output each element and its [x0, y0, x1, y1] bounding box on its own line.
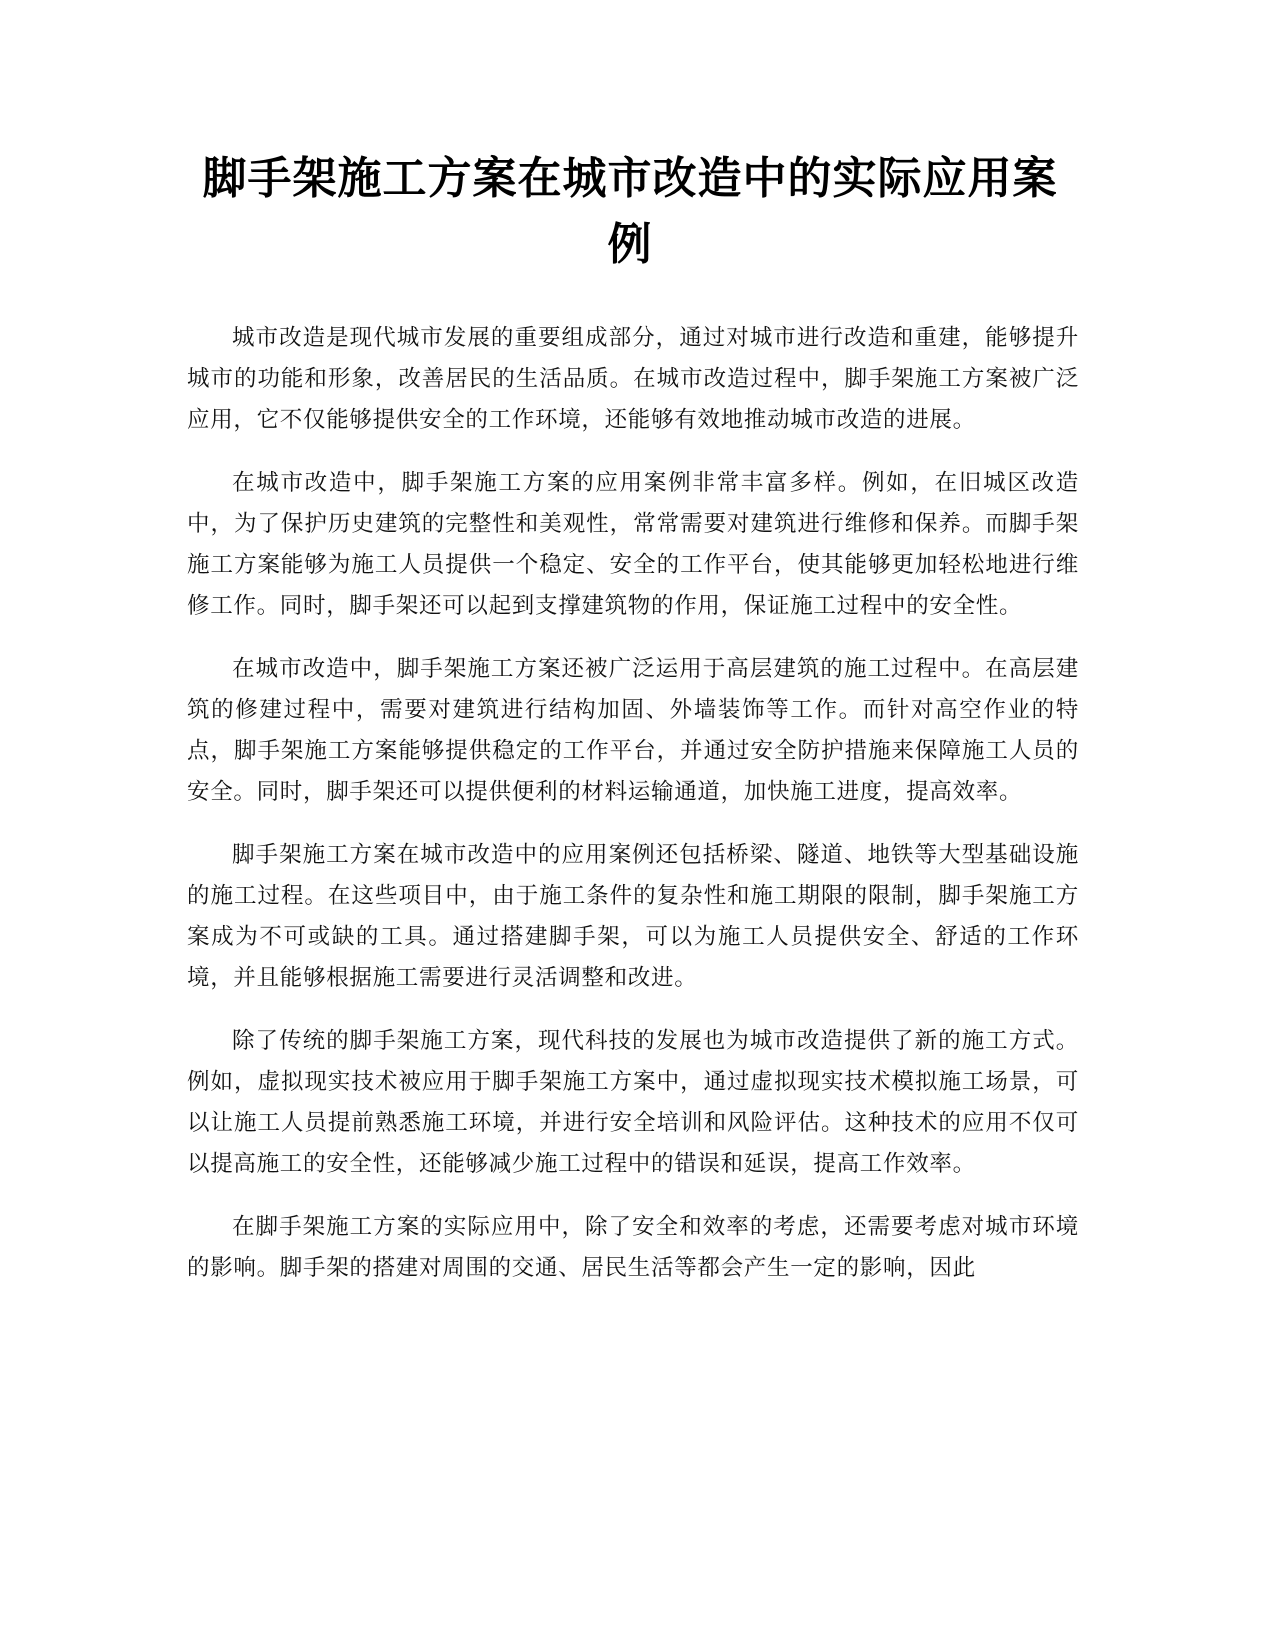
- paragraph-6: 在脚手架施工方案的实际应用中，除了安全和效率的考虑，还需要考虑对城市环境的影响。脚手架的搭建对周围的交通、居民生活等都会产生一定的影响，因此: [187, 1214, 1079, 1281]
- paragraph-5: 除了传统的脚手架施工方案，现代科技的发展也为城市改造提供了新的施工方式。例如，虚拟现实技术被应用于脚手架施工方案中，通过虚拟现实技术模拟施工场景，可以让施工人员提前熟悉施工环境，并进行安全培训和风险评估。这种技术的应用不仅可以提高施工的安全性，还能够减少施工过程中的错误和延误，提高工作效率。: [187, 1028, 1079, 1177]
- paragraph-2: 在城市改造中，脚手架施工方案的应用案例非常丰富多样。例如，在旧城区改造中，为了保护历史建筑的完整性和美观性，常常需要对建筑进行维修和保养。而脚手架施工方案能够为施工人员提供一个稳定、安全的工作平台，使其能够更加轻松地进行维修工作。同时，脚手架还可以起到支撑建筑物的作用，保证施工过程中的安全性。: [187, 470, 1079, 619]
- paragraph-1: 城市改造是现代城市发展的重要组成部分，通过对城市进行改造和重建，能够提升城市的功能和形象，改善居民的生活品质。在城市改造过程中，脚手架施工方案被广泛应用，它不仅能够提供安全的工作环境，还能够有效地推动城市改造的进展。: [187, 325, 1079, 433]
- paragraph-4: 脚手架施工方案在城市改造中的应用案例还包括桥梁、隧道、地铁等大型基础设施的施工过程。在这些项目中，由于施工条件的复杂性和施工期限的限制，脚手架施工方案成为不可或缺的工具。通过搭建脚手架，可以为施工人员提供安全、舒适的工作环境，并且能够根据施工需要进行灵活调整和改进。: [187, 842, 1079, 991]
- document-body: [187, 318, 1079, 1311]
- paragraph-3: 在城市改造中，脚手架施工方案还被广泛运用于高层建筑的施工过程中。在高层建筑的修建过程中，需要对建筑进行结构加固、外墙装饰等工作。而针对高空作业的特点，脚手架施工方案能够提供稳定的工作平台，并通过安全防护措施来保障施工人员的安全。同时，脚手架还可以提供便利的材料运输通道，加快施工进度，提高效率。: [187, 656, 1079, 805]
- document-title: 脚手架施工方案在城市改造中的实际应用案例: [202, 153, 1058, 270]
